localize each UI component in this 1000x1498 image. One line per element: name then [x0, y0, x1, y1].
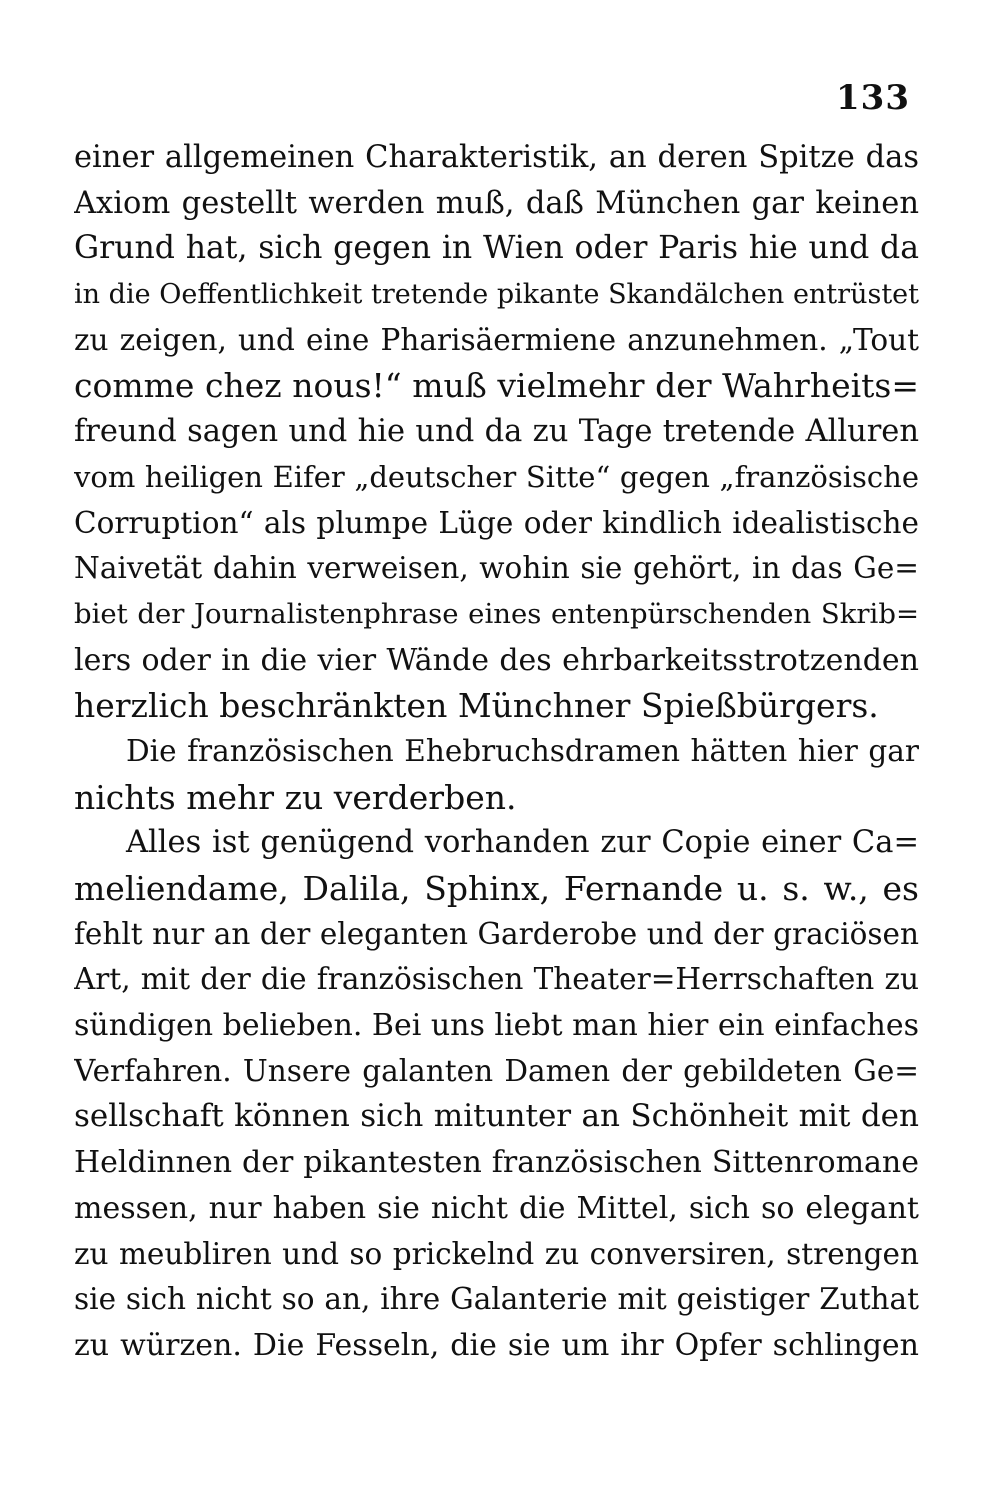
text-line: messen, nur haben sie nicht die Mittel, sich so elegant — [74, 1190, 919, 1226]
text-line: Corruption“ als plumpe Lüge oder kindlich idealistische — [74, 505, 919, 540]
text-line: fehlt nur an der eleganten Garderobe und der graciösen — [74, 916, 919, 951]
text-line: Alles ist genügend vorhanden zur Copie einer Ca= — [126, 825, 919, 861]
text-line: zu meubliren und so prickelnd zu conversiren, strengen — [74, 1236, 919, 1271]
text-line: nichts mehr zu verderben. — [74, 777, 517, 817]
text-line: freund sagen und hie und da zu Tage tretende Alluren — [74, 414, 919, 450]
text-line: comme chez nous!“ muß vielmehr der Wahrheits= — [74, 366, 919, 406]
text-line: sellschaft können sich mitunter an Schönheit mit den — [74, 1098, 919, 1135]
text-line: biet der Journalistenphrase eines entenpürschenden Skrib= — [74, 597, 919, 630]
text-line: lers oder in die vier Wände des ehrbarkeitsstrotzenden — [74, 642, 919, 678]
text-line: zu würzen. Die Fesseln, die sie um ihr Opfer schlingen — [74, 1327, 919, 1363]
text-line: Heldinnen der pikantesten französischen Sittenromane — [74, 1145, 919, 1181]
text-line: vom heiligen Eifer „deutscher Sitte“ gegen „französische — [74, 459, 919, 494]
text-line: Naivetät dahin verweisen, wohin sie gehört, in das Ge= — [74, 551, 919, 586]
text-line: in die Oeffentlichkeit tretende pikante Skandälchen entrüstet — [74, 279, 919, 311]
text-line: sündigen belieben. Bei uns liebt man hier ein einfaches — [74, 1008, 919, 1044]
text-line: Die französischen Ehebruchsdramen hätten hier gar — [126, 733, 919, 768]
text-line: herzlich beschränkten Münchner Spießbürgers. — [74, 686, 879, 726]
text-line: meliendame, Dalila, Sphinx, Fernande u. s. w., es — [74, 869, 919, 908]
page-number: 133 — [836, 78, 910, 118]
text-line: Axiom gestellt werden muß, daß München gar keinen — [74, 185, 919, 221]
text-line: Art, mit der die französischen Theater=Herrschaften zu — [74, 962, 919, 997]
body-text — [74, 135, 919, 1369]
text-line: zu zeigen, und eine Pharisäermiene anzunehmen. „Tout — [74, 322, 919, 357]
text-line: sie sich nicht so an, ihre Galanterie mit geistiger Zuthat — [74, 1282, 919, 1317]
text-line: Grund hat, sich gegen in Wien oder Paris hie und da — [74, 230, 919, 267]
text-line: einer allgemeinen Charakteristik, an deren Spitze das — [74, 140, 919, 175]
text-line: Verfahren. Unsere galanten Damen der gebildeten Ge= — [74, 1053, 919, 1088]
